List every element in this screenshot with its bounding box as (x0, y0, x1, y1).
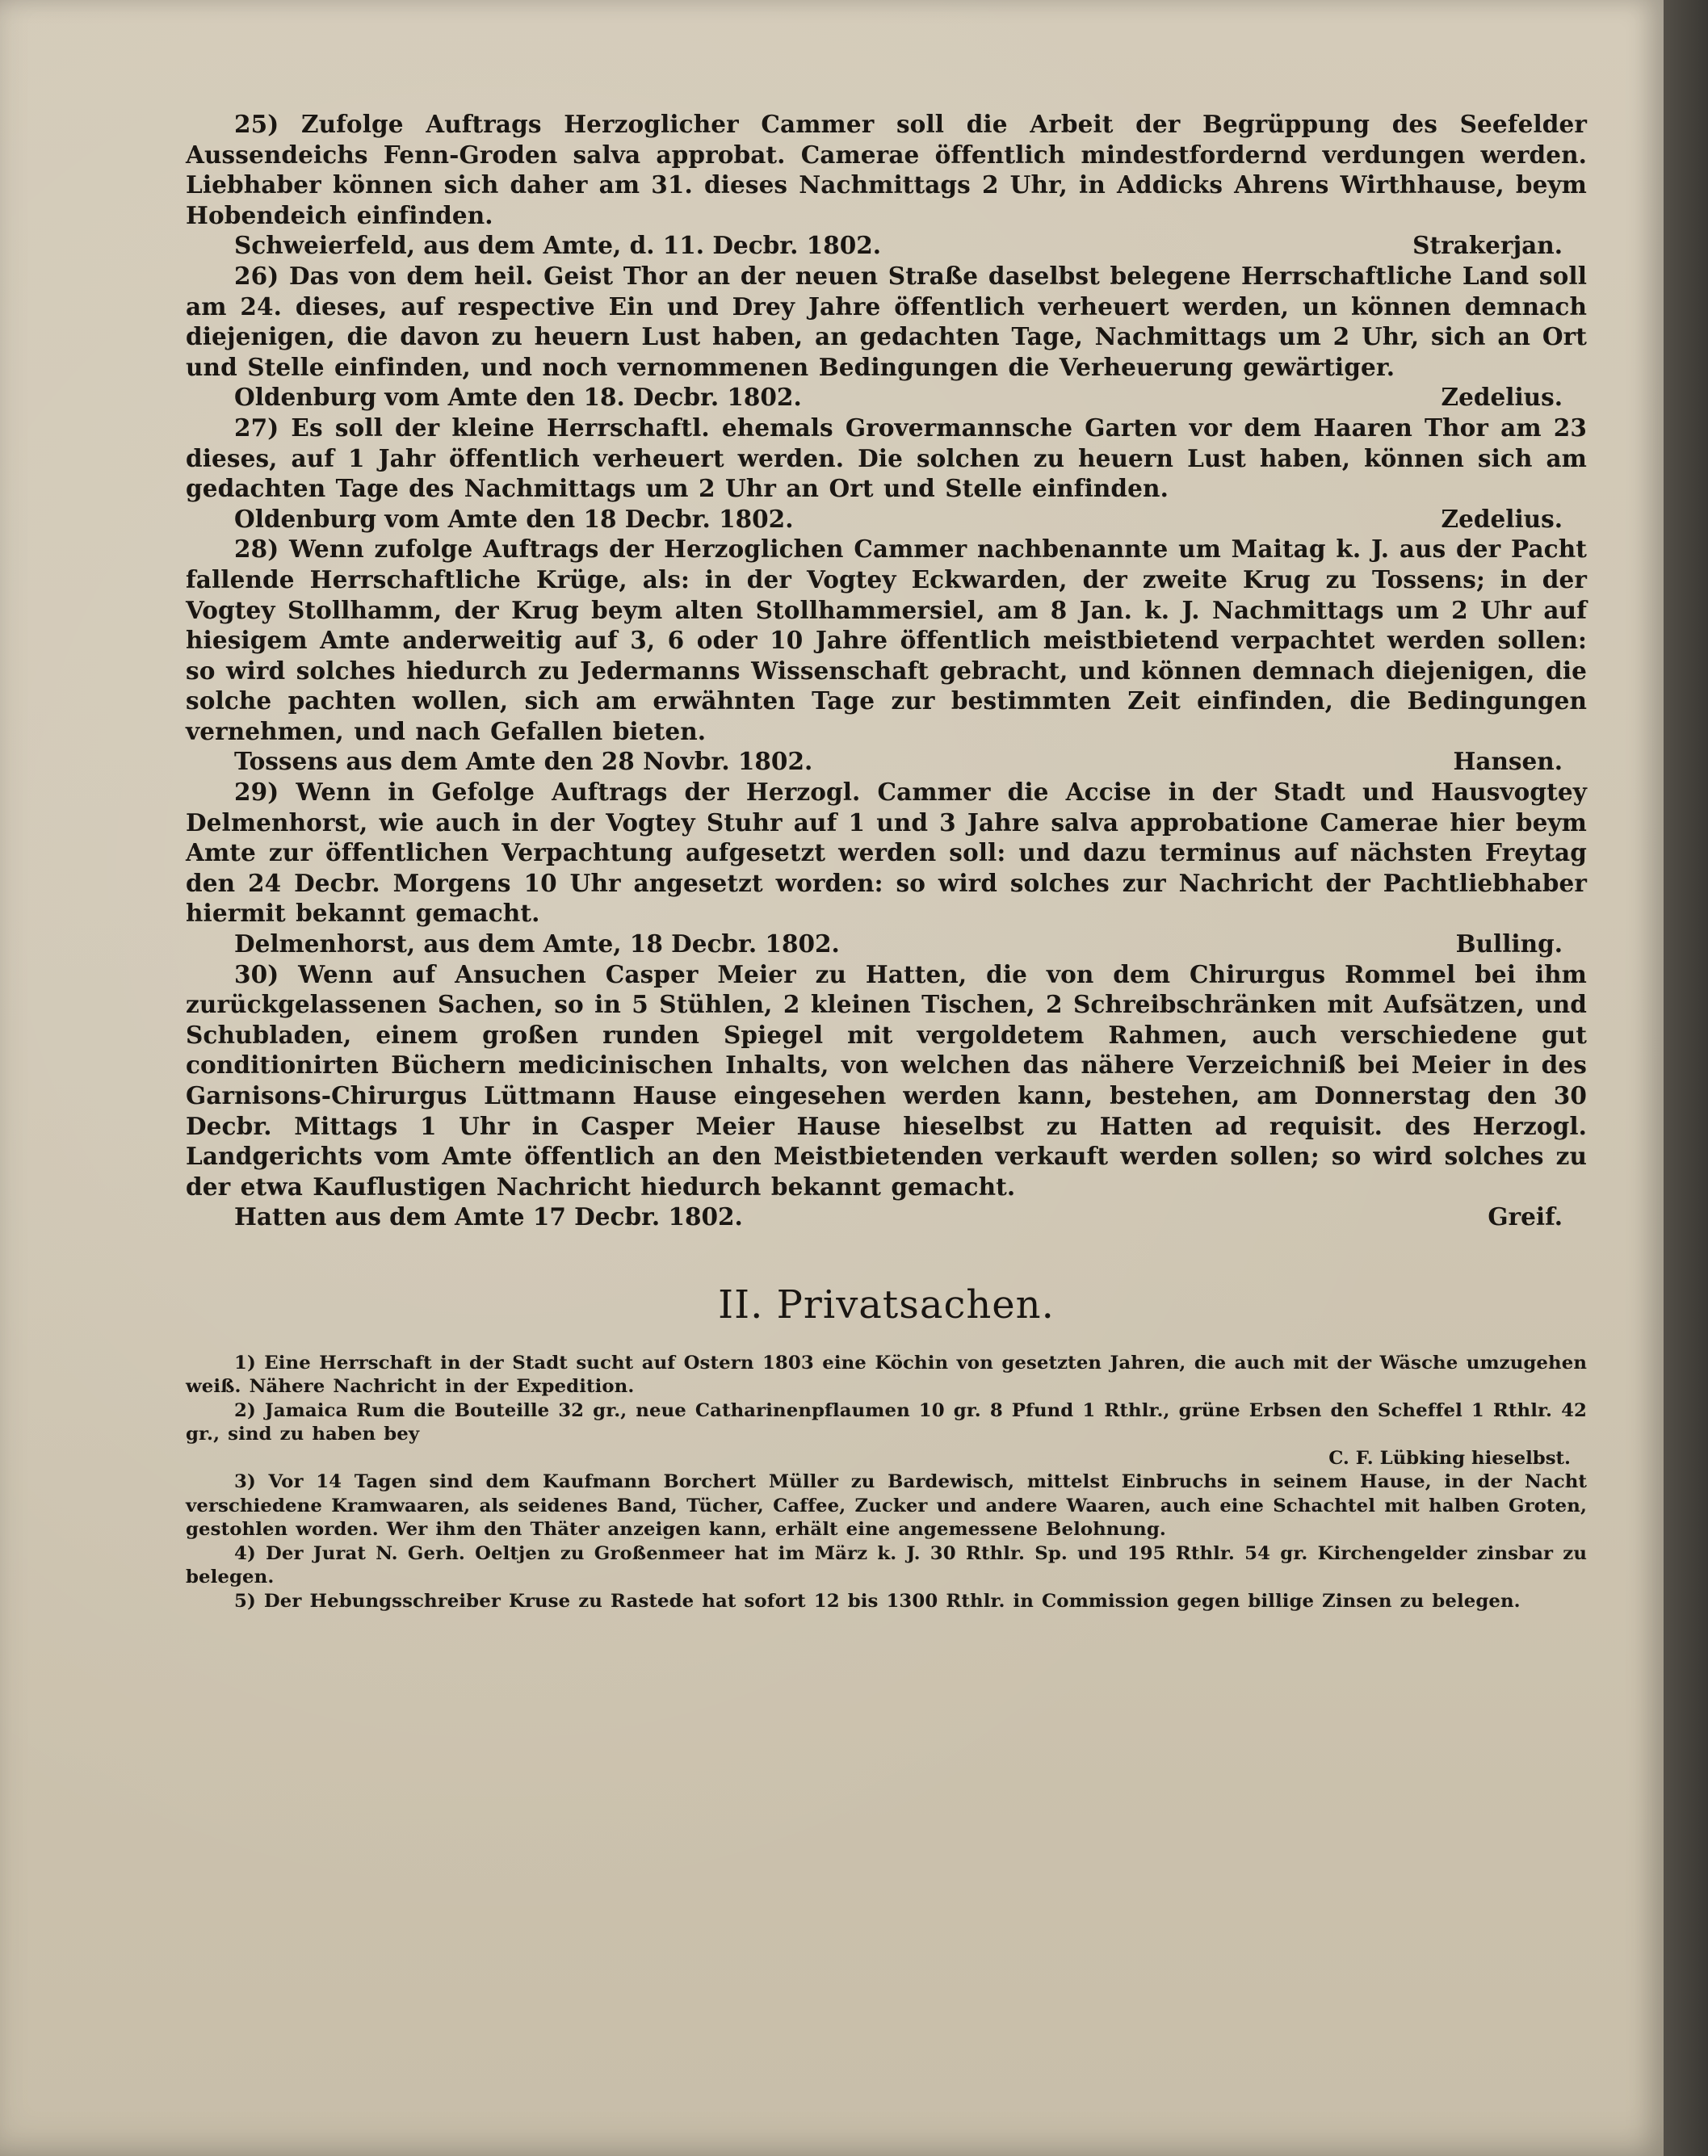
signature-name: Zedelius. (1441, 504, 1563, 533)
notice-text: 27) Es soll der kleine Herrschaftl. ehemals Grovermannsche Garten vor dem Haaren Thor am 23 dieses, auf 1 Jahr öffentlich verheuert werden. Die solchen zu heuern Lust haben, können sich am gedachten Tage des Nachmittags um 2 Uhr an Ort und Stelle einfinden. (186, 413, 1587, 503)
private-notice-2: 2) Jamaica Rum die Bouteille 32 gr., neue Catharinenpflaumen 10 gr. 8 Pfund 1 Rthlr., grüne Erbsen den Scheffel 1 Rthlr. 42 gr., sind zu haben bey (186, 1399, 1587, 1445)
notice-text: 26) Das von dem heil. Geist Thor an der neuen Straße daselbst belegene Herrschaftliche Land soll am 24. dieses, auf respective Ein und Drey Jahre öffentlich verheuert werden, un können demnach diejenigen, die davon zu heuern Lust haben, an gedachten Tage, Nachmittags um 2 Uhr, sich an Ort und Stelle einfinden, und noch vernommenen Bedingungen die Verheuerung gewärtiger. (186, 261, 1587, 381)
signature-place-date: Delmenhorst, aus dem Amte, 18 Decbr. 1802. (234, 929, 840, 958)
signature-name: C. F. Lübking hieselbst. (1328, 1447, 1571, 1469)
signature-place-date: Hatten aus dem Amte 17 Decbr. 1802. (234, 1202, 743, 1231)
private-notice-3: 3) Vor 14 Tagen sind dem Kaufmann Borchert Müller zu Bardewisch, mittelst Einbruchs in seinem Hause, in der Nacht verschiedene Kramwaaren, als seidenes Band, Tücher, Caffee, Zucker und andere Waaren, auch eine Schachtel mit halben Groten, gestohlen worden. Wer ihm den Thäter anzeigen kann, erhält eine angemessene Belohnung. (186, 1471, 1587, 1541)
signature-name: Greif. (1488, 1202, 1563, 1231)
notice-signature (186, 1447, 1587, 1471)
signature-name: Zedelius. (1441, 383, 1563, 412)
notice-signature (186, 230, 1587, 261)
notice-text: 30) Wenn auf Ansuchen Casper Meier zu Hatten, die von dem Chirurgus Rommel bei ihm zurückgelassenen Sachen, so in 5 Stühlen, 2 kleinen Tischen, 2 Schreibschränken mit Aufsätzen, und Schubladen, einem großen runden Spiegel mit vergoldetem Rahmen, auch verschiedene gut conditionirten Büchern medicinischen Inhalts, von welchen das nähere Verzeichniß bei Meier in des Garnisons-Chirurgus Lüttmann Hause eingesehen werden kann, bestehen, am Donnerstag den 30 Decbr. Mittags 1 Uhr in Casper Meier Hause hieselbst zu Hatten ad requisit. des Herzogl. Landgerichts vom Amte öffentlich an den Meistbietenden verkauft werden sollen; so wird solches zu der etwa Kauflustigen Nachricht hiedurch bekannt gemacht. (186, 959, 1587, 1201)
private-notice-1: 1) Eine Herrschaft in der Stadt sucht auf Ostern 1803 eine Köchin von gesetzten Jahren, die auch mit der Wäsche umzugehen weiß. Nähere Nachricht in der Expedition. (186, 1352, 1587, 1398)
signature-name: Hansen. (1453, 747, 1563, 776)
notice-signature (186, 504, 1587, 535)
notice-signature (186, 1202, 1587, 1232)
signature-place-date: Oldenburg vom Amte den 18 Decbr. 1802. (234, 504, 794, 533)
signature-name: Strakerjan. (1412, 231, 1563, 260)
notice-signature (186, 382, 1587, 413)
notice-25 (186, 109, 1587, 261)
private-notice-5: 5) Der Hebungsschreiber Kruse zu Rastede hat sofort 12 bis 1300 Rthlr. in Commission gegen billige Zinsen zu belegen. (234, 1590, 1521, 1612)
notice-28 (186, 534, 1587, 777)
notice-26 (186, 261, 1587, 413)
notice-text: 29) Wenn in Gefolge Auftrags der Herzogl. Cammer die Accise in der Stadt und Hausvogtey Delmenhorst, wie auch in der Vogtey Stuhr auf 1 und 3 Jahre salva approbatione Camerae hier beym Amte zur öffentlichen Verpachtung aufgesetzt werden soll: und dazu terminus auf nächsten Freytag den 24 Decbr. Morgens 10 Uhr angesetzt worden: so wird solches zur Nachricht der Pachtliebhaber hiermit bekannt gemacht. (186, 778, 1587, 928)
notice-signature (186, 746, 1587, 777)
section-heading: II. Privatsachen. (718, 1281, 1055, 1328)
notice-29 (186, 777, 1587, 959)
private-notices (186, 1352, 1587, 1614)
page-content (186, 109, 1587, 1613)
signature-place-date: Oldenburg vom Amte den 18. Decbr. 1802. (234, 383, 802, 412)
notice-text: 28) Wenn zufolge Auftrags der Herzoglichen Cammer nachbenannte um Maitag k. J. aus der Pacht fallende Herrschaftliche Krüge, als: in der Vogtey Eckwarden, der zweite Krug zu Tossens; in der Vogtey Stollhamm, der Krug beym alten Stollhammersiel, am 8 Jan. k. J. Nachmittags um 2 Uhr auf hiesigem Amte anderweitig auf 3, 6 oder 10 Jahre öffentlich meistbietend verpachtet werden sollen: so wird solches hiedurch zu Jedermanns Wissenschaft gebracht, und können demnach diejenigen, die solche pachten wollen, sich am erwähnten Tage zur bestimmten Zeit einfinden, die Bedingungen vernehmen, und nach Gefallen bieten. (186, 535, 1587, 745)
notice-30 (186, 959, 1587, 1232)
signature-place-date: Tossens aus dem Amte den 28 Novbr. 1802. (234, 747, 813, 776)
notice-27 (186, 413, 1587, 534)
signature-place-date: Schweierfeld, aus dem Amte, d. 11. Decbr. 1802. (234, 231, 882, 260)
private-notice-4: 4) Der Jurat N. Gerh. Oeltjen zu Großenmeer hat im März k. J. 30 Rthlr. Sp. und 195 Rthlr. 54 gr. Kirchengelder zinsbar zu belegen. (186, 1542, 1587, 1588)
notice-signature (186, 929, 1587, 959)
signature-name: Bulling. (1455, 929, 1563, 958)
notice-text: 25) Zufolge Auftrags Herzoglicher Cammer soll die Arbeit der Begrüppung des Seefelder Aussendeichs Fenn-Groden salva approbat. Camerae öffentlich mindestfordernd verdungen werden. Liebhaber können sich daher am 31. dieses Nachmittags 2 Uhr, in Addicks Ahrens Wirthhause, beym Hobendeich einfinden. (186, 110, 1587, 229)
